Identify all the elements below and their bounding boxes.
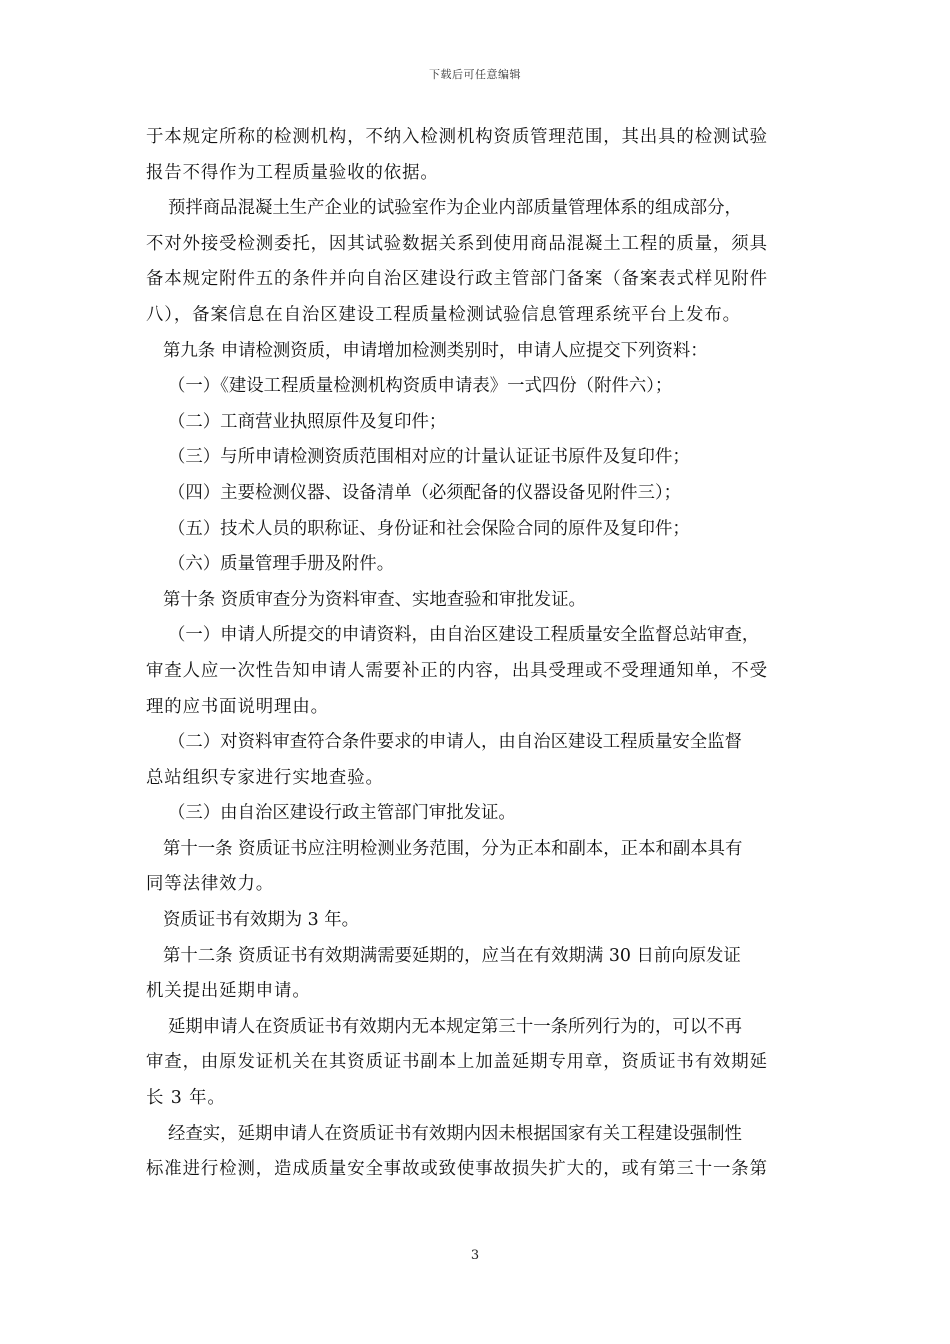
list-item-line: （三）由自治区建设行政主管部门审批发证。 <box>168 803 516 824</box>
paragraph-line: 理的应书面说明理由。 <box>146 696 329 717</box>
list-item-line: （六）质量管理手册及附件。 <box>168 554 395 575</box>
list-item-line: （二）对资料审查符合条件要求的申请人，由自治区建设工程质量安全监督 <box>168 732 742 753</box>
list-item-line: （二）工商营业执照原件及复印件； <box>168 411 447 432</box>
paragraph-line: 不对外接受检测委托，因其试验数据关系到使用商品混凝土工程的质量，须具 <box>146 233 768 254</box>
paragraph-line: 审查，由原发证机关在其资质证书副本上加盖延期专用章，资质证书有效期延 <box>146 1052 768 1073</box>
paragraph-line: 同等法律效力。 <box>146 874 275 895</box>
paragraph-line: 预拌商品混凝土生产企业的试验室作为企业内部质量管理体系的组成部分， <box>168 198 742 219</box>
page-header: 下载后可任意编辑 <box>429 68 521 81</box>
paragraph-line: 长 3 年。 <box>146 1088 226 1109</box>
paragraph-line: 机关提出延期申请。 <box>146 981 311 1002</box>
paragraph-line: 八），备案信息在自治区建设工程质量检测试验信息管理系统平台上发布。 <box>146 304 741 325</box>
article-heading-line: 第十二条 资质证书有效期满需要延期的，应当在有效期满 30 日前向原发证 <box>163 945 741 966</box>
article-heading-line: 第十一条 资质证书应注明检测业务范围，分为正本和副本，正本和副本具有 <box>163 838 743 859</box>
paragraph-line: 标准进行检测，造成质量安全事故或致使事故损失扩大的，或有第三十一条第 <box>146 1159 768 1180</box>
paragraph-line: 报告不得作为工程质量验收的依据。 <box>146 162 439 183</box>
list-item-line: （五）技术人员的职称证、身份证和社会保险合同的原件及复印件； <box>168 518 690 539</box>
paragraph-line: 延期申请人在资质证书有效期内无本规定第三十一条所列行为的，可以不再 <box>168 1016 742 1037</box>
article-heading-line: 第九条 申请检测资质，申请增加检测类别时，申请人应提交下列资料： <box>163 340 708 361</box>
list-item-line: （一）《建设工程质量检测机构资质申请表》一式四份（附件六）； <box>168 376 673 397</box>
article-heading-line: 第十条 资质审查分为资料审查、实地查验和审批发证。 <box>163 589 586 610</box>
paragraph-line: 总站组织专家进行实地查验。 <box>146 767 384 788</box>
paragraph-line: 于本规定所称的检测机构，不纳入检测机构资质管理范围，其出具的检测试验 <box>146 127 768 147</box>
document-body <box>146 120 810 1188</box>
list-item-line: （三）与所申请检测资质范围相对应的计量认证证书原件及复印件； <box>168 447 690 468</box>
list-item-line: （一）申请人所提交的申请资料，由自治区建设工程质量安全监督总站审查， <box>168 625 760 646</box>
list-item-line: （四）主要检测仪器、设备清单（必须配备的仪器设备见附件三）； <box>168 482 682 503</box>
paragraph-line: 资质证书有效期为 3 年。 <box>163 910 360 931</box>
paragraph-line: 经查实，延期申请人在资质证书有效期内因未根据国家有关工程建设强制性 <box>168 1123 742 1144</box>
paragraph-line: 审查人应一次性告知申请人需要补正的内容，出具受理或不受理通知单，不受 <box>146 660 768 681</box>
paragraph-line: 备本规定附件五的条件并向自治区建设行政主管部门备案（备案表式样见附件 <box>146 269 768 290</box>
page-number: 3 <box>470 1248 480 1263</box>
